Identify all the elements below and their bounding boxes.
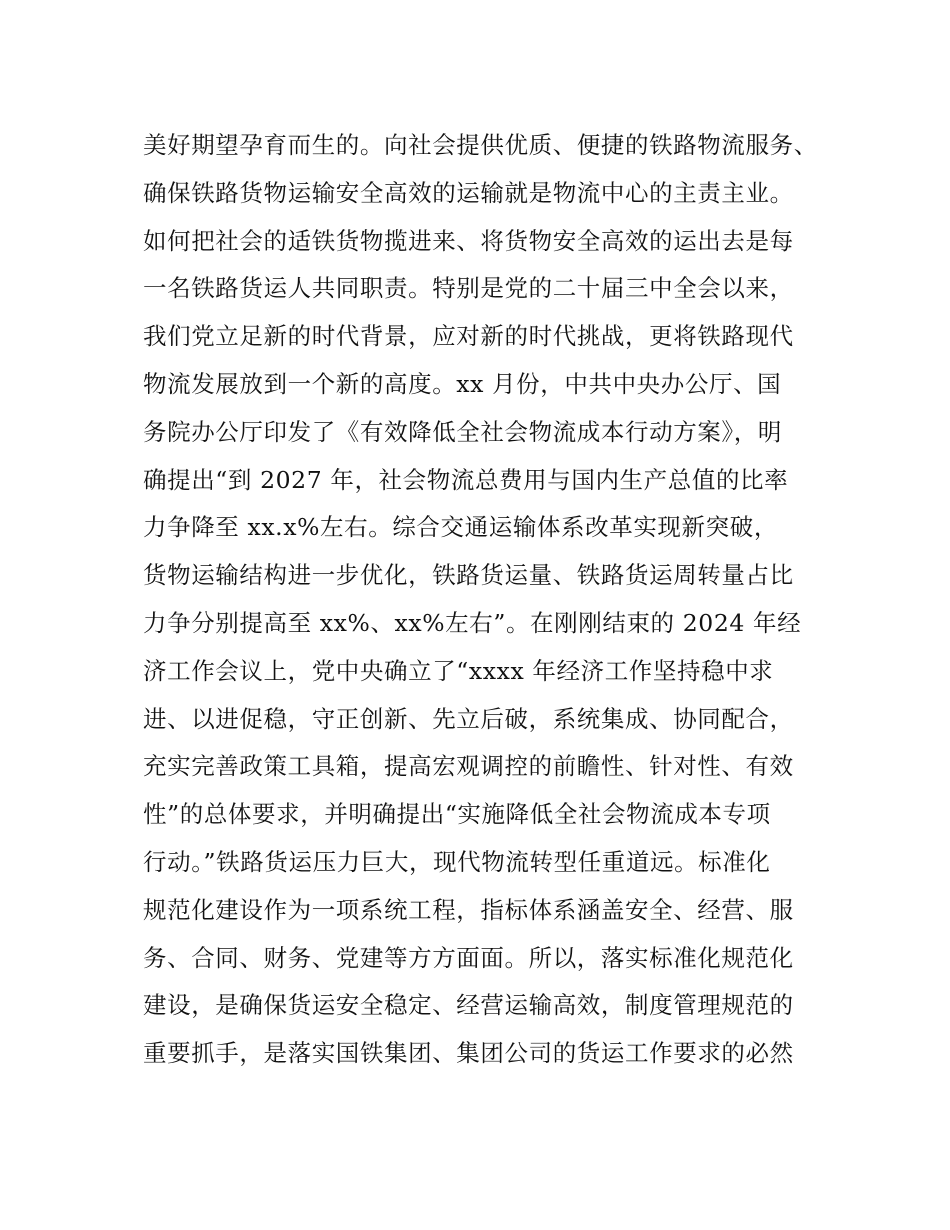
text-line: 行动。”铁路货运压力巨大，现代物流转型任重道远。标准化 (143, 847, 771, 876)
text-line: 确提出“到 2027 年，社会物流总费用与国内生产总值的比率 (143, 465, 789, 494)
text-line: 一名铁路货运人共同职责。特别是党的二十届三中全会以来， (143, 274, 794, 303)
text-line: 建设，是确保货运安全稳定、经营运输高效，制度管理规范的 (143, 991, 794, 1020)
text-line: 性”的总体要求，并明确提出“实施降低全社会物流成本专项 (143, 800, 771, 829)
body-text (143, 122, 843, 1078)
text-line: 务院办公厅印发了《有效降低全社会物流成本行动方案》，明 (143, 417, 782, 446)
text-line: 进、以进促稳，守正创新、先立后破，系统集成、协同配合， (143, 704, 794, 733)
text-line: 物流发展放到一个新的高度。xx 月份，中共中央办公厅、国 (143, 369, 782, 398)
text-line: 我们党立足新的时代背景，应对新的时代挑战，更将铁路现代 (143, 322, 794, 351)
text-line: 确保铁路货物运输安全高效的运输就是物流中心的主责主业。 (143, 178, 794, 207)
text-line: 规范化建设作为一项系统工程，指标体系涵盖安全、经营、服 (143, 895, 794, 924)
text-line: 充实完善政策工具箱，提高宏观调控的前瞻性、针对性、有效 (143, 752, 794, 781)
text-line: 务、合同、财务、党建等方方面面。所以，落实标准化规范化 (143, 943, 794, 972)
text-line: 重要抓手，是落实国铁集团、集团公司的货运工作要求的必然 (143, 1039, 794, 1068)
text-line: 货物运输结构进一步优化，铁路货运量、铁路货运周转量占比 (143, 561, 794, 590)
text-line: 如何把社会的适铁货物揽进来、将货物安全高效的运出去是每 (143, 226, 794, 255)
text-line: 美好期望孕育而生的。向社会提供优质、便捷的铁路物流服务、 (143, 131, 818, 159)
text-line: 力争降至 xx.x%左右。综合交通运输体系改革实现新突破， (143, 513, 778, 542)
text-line: 济工作会议上，党中央确立了“xxxx 年经济工作坚持稳中求 (143, 656, 774, 685)
text-line: 力争分别提高至 xx%、xx%左右”。在刚刚结束的 2024 年经 (143, 608, 802, 637)
